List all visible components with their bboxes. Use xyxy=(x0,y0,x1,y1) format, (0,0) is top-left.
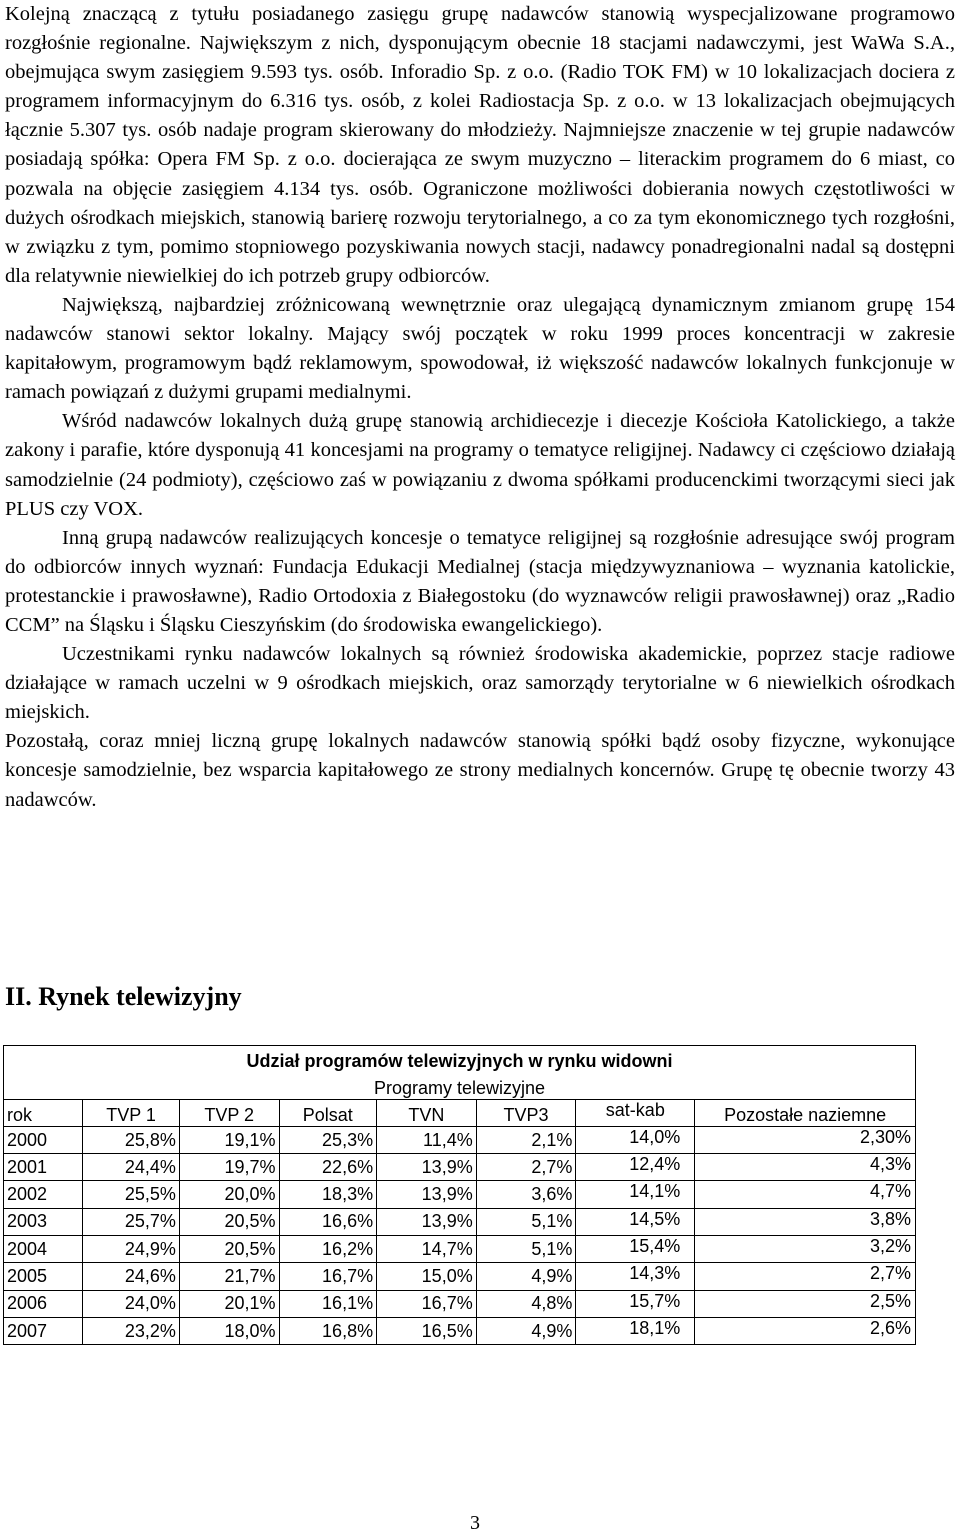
header-polsat: Polsat xyxy=(279,1099,377,1126)
cell-polsat: 16,7% xyxy=(279,1263,377,1290)
cell-sat-kab: 18,1% xyxy=(576,1317,695,1344)
cell-other-terrestrial: 4,3% xyxy=(695,1154,916,1181)
cell-other-terrestrial: 3,8% xyxy=(695,1208,916,1235)
cell-sat-kab: 15,7% xyxy=(576,1290,695,1317)
cell-tvp1: 23,2% xyxy=(83,1317,180,1344)
cell-tvn: 16,7% xyxy=(377,1290,477,1317)
cell-sat-kab: 14,3% xyxy=(576,1263,695,1290)
cell-polsat: 16,6% xyxy=(279,1208,377,1235)
cell-tvn: 16,5% xyxy=(377,1317,477,1344)
cell-tvn: 14,7% xyxy=(377,1236,477,1263)
cell-polsat: 16,2% xyxy=(279,1236,377,1263)
section-heading: II. Rynek telewizyjny xyxy=(5,982,242,1011)
cell-tvp3: 4,9% xyxy=(476,1263,576,1290)
cell-sat-kab: 12,4% xyxy=(576,1154,695,1181)
cell-year: 2005 xyxy=(4,1263,83,1290)
cell-tvp3: 5,1% xyxy=(476,1208,576,1235)
table-row xyxy=(4,1317,916,1344)
cell-year: 2004 xyxy=(4,1236,83,1263)
table-title: Udział programów telewizyjnych w rynku widowni xyxy=(4,1046,916,1073)
header-tvp1: TVP 1 xyxy=(83,1099,180,1126)
header-other-terrestrial: Pozostałe naziemne xyxy=(695,1099,916,1126)
cell-tvn: 13,9% xyxy=(377,1208,477,1235)
table-header-row xyxy=(4,1099,916,1126)
cell-other-terrestrial: 2,7% xyxy=(695,1263,916,1290)
paragraph-local-sector: Największą, najbardziej zróżnicowaną wewnętrznie oraz ulegającą dynamicznym zmianom grupę 154 nadawców stanowi sektor lokalny. Mający swój początek w roku 1999 proces koncentracji w zakresie kapitałowym, programowym bądź reklamowym, spowodował, iż większość nadawców lokalnych funkcjonuje w ramach powiązań z dużymi grupami medialnymi. xyxy=(5,293,955,404)
table-row xyxy=(4,1126,916,1153)
cell-polsat: 18,3% xyxy=(279,1181,377,1208)
table-subtitle: Programy telewizyjne xyxy=(4,1072,916,1099)
cell-other-terrestrial: 2,6% xyxy=(695,1317,916,1344)
cell-tvp3: 2,1% xyxy=(476,1126,576,1153)
cell-sat-kab: 14,0% xyxy=(576,1126,695,1153)
table-row xyxy=(4,1263,916,1290)
cell-tvp3: 2,7% xyxy=(476,1154,576,1181)
cell-tvp3: 4,8% xyxy=(476,1290,576,1317)
table-row xyxy=(4,1236,916,1263)
cell-tvp2: 19,1% xyxy=(179,1126,279,1153)
body-text xyxy=(5,0,955,815)
paragraph-other-religious-broadcasters: Inną grupą nadawców realizujących koncesje o tematyce religijnej są rozgłośnie adresujące swój program do odbiorców innych wyznań: Fundacja Edukacji Medialnej (stacja międzywyznaniowa – wyznania katolickie, protestanckie i prawosławne), Radio Ortodoxia z Białegostoku (do wyznawców religii prawosławnej) oraz „Radio CCM” na Śląsku i Śląsku Cieszyńskim (do środowiska ewangelickiego). xyxy=(5,526,955,636)
table-body xyxy=(4,1126,916,1344)
cell-tvp1: 24,0% xyxy=(83,1290,180,1317)
cell-year: 2003 xyxy=(4,1208,83,1235)
header-tvp3: TVP3 xyxy=(476,1099,576,1126)
cell-tvp2: 21,7% xyxy=(179,1263,279,1290)
cell-sat-kab: 14,5% xyxy=(576,1208,695,1235)
tv-audience-share-table xyxy=(3,1045,916,1345)
table-row xyxy=(4,1154,916,1181)
cell-polsat: 22,6% xyxy=(279,1154,377,1181)
cell-tvp2: 20,1% xyxy=(179,1290,279,1317)
cell-tvp3: 5,1% xyxy=(476,1236,576,1263)
cell-tvp1: 24,4% xyxy=(83,1154,180,1181)
paragraph-catholic-broadcasters: Wśród nadawców lokalnych dużą grupę stanowią archidiecezje i diecezje Kościoła Katolickiego, a także zakony i parafie, które dysponują 41 koncesjami na programy o tematyce religijnej. Nadawcy ci częściowo działają samodzielnie (24 podmioty), częściowo zaś w powiązaniu z dwoma spółkami producenckimi tworzącymi sieci jak PLUS czy VOX. xyxy=(5,410,955,520)
header-sat-kab: sat-kab xyxy=(576,1099,695,1126)
cell-tvp1: 25,5% xyxy=(83,1181,180,1208)
paragraph-academic-broadcasters: Uczestnikami rynku nadawców lokalnych są również środowiska akademickie, poprzez stacje radiowe działające w ramach uczelni w 9 ośrodkach miejskich, oraz samorządy terytorialne w 6 niewielkich ośrodkach miejskich. xyxy=(5,643,955,724)
cell-tvp1: 24,6% xyxy=(83,1263,180,1290)
cell-tvn: 13,9% xyxy=(377,1154,477,1181)
cell-sat-kab: 15,4% xyxy=(576,1236,695,1263)
cell-tvn: 11,4% xyxy=(377,1126,477,1153)
cell-year: 2001 xyxy=(4,1154,83,1181)
cell-tvn: 13,9% xyxy=(377,1181,477,1208)
cell-polsat: 16,8% xyxy=(279,1317,377,1344)
header-tvp2: TVP 2 xyxy=(179,1099,279,1126)
cell-tvn: 15,0% xyxy=(377,1263,477,1290)
cell-other-terrestrial: 2,5% xyxy=(695,1290,916,1317)
cell-tvp2: 20,5% xyxy=(179,1208,279,1235)
cell-sat-kab: 14,1% xyxy=(576,1181,695,1208)
cell-other-terrestrial: 4,7% xyxy=(695,1181,916,1208)
table-row xyxy=(4,1290,916,1317)
cell-polsat: 16,1% xyxy=(279,1290,377,1317)
cell-year: 2006 xyxy=(4,1290,83,1317)
cell-tvp3: 3,6% xyxy=(476,1181,576,1208)
cell-tvp2: 20,5% xyxy=(179,1236,279,1263)
cell-year: 2007 xyxy=(4,1317,83,1344)
header-tvn: TVN xyxy=(377,1099,477,1126)
cell-tvp2: 18,0% xyxy=(179,1317,279,1344)
cell-other-terrestrial: 2,30% xyxy=(695,1126,916,1153)
cell-tvp2: 19,7% xyxy=(179,1154,279,1181)
header-year: rok xyxy=(4,1099,83,1126)
paragraph-remaining-broadcasters: Pozostałą, coraz mniej liczną grupę lokalnych nadawców stanowią spółki bądź osoby fizyczne, wykonujące koncesje samodzielnie, bez wsparcia kapitałowego ze strony medialnych koncernów. Grupę tę obecnie tworzy 43 nadawców. xyxy=(5,730,955,811)
cell-polsat: 25,3% xyxy=(279,1126,377,1153)
page-number: 3 xyxy=(470,1512,480,1534)
cell-tvp1: 25,8% xyxy=(83,1126,180,1153)
cell-tvp2: 20,0% xyxy=(179,1181,279,1208)
cell-year: 2002 xyxy=(4,1181,83,1208)
table-row xyxy=(4,1181,916,1208)
cell-other-terrestrial: 3,2% xyxy=(695,1236,916,1263)
cell-year: 2000 xyxy=(4,1126,83,1153)
cell-tvp1: 24,9% xyxy=(83,1236,180,1263)
paragraph-regional-broadcasters: Kolejną znaczącą z tytułu posiadanego zasięgu grupę nadawców stanowią wyspecjalizowane programowo rozgłośnie regionalne. Największym z nich, dysponującym obecnie 18 stacjami nadawczymi, jest WaWa S.A., obejmująca swym zasięgiem 9.593 tys. osób. Inforadio Sp. z o.o. (Radio TOK FM) w 10 lokalizacjach dociera z programem informacyjnym do 6.316 tys. osób, z kolei Radiostacja Sp. z o.o. w 13 lokalizacjach obejmujących łącznie 5.307 tys. osób nadaje program skierowany do młodzieży. Najmniejsze znaczenie w tej grupie nadawców posiadają spółka: Opera FM Sp. z o.o. docierająca ze swym muzyczno – literackim programem do 6 miast, co pozwala na objęcie zasięgiem 4.134 tys. osób. Ograniczone możliwości dobierania nowych częstotliwości w dużych ośrodkach miejskich, stanowią barierę rozwoju terytorialnego, a co za tym ekonomicznego tych rozgłośni, w związku z tym, pomimo stopniowego pozyskiwania nowych stacji, nadawcy ponadregionalni nadal są dostępni dla relatywnie niewielkiej do ich potrzeb grupy odbiorców. xyxy=(5,3,955,287)
cell-tvp1: 25,7% xyxy=(83,1208,180,1235)
cell-tvp3: 4,9% xyxy=(476,1317,576,1344)
table-row xyxy=(4,1208,916,1235)
